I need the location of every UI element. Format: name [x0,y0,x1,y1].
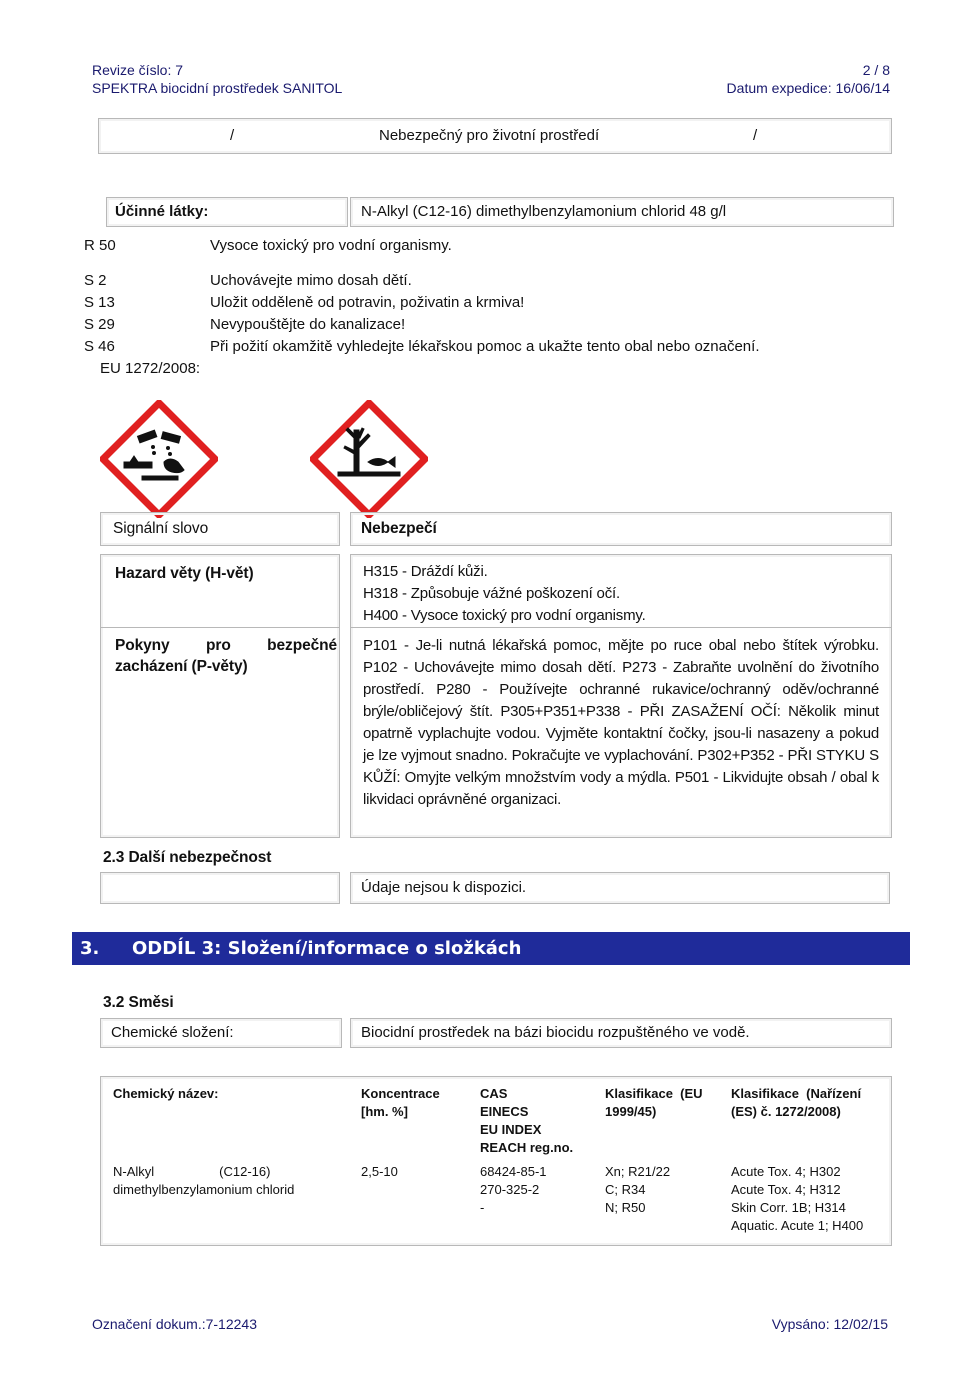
chem-label-box [100,1018,342,1048]
section-3-bar [72,932,910,965]
document-mark: Označení dokum.:7-12243 [92,1316,257,1332]
corrosion-pictogram [100,400,218,518]
phrase-code: S 29 [84,316,115,333]
phrase-code: S 13 [84,294,115,311]
table-header-clp-classification: Klasifikace (Nařízení (ES) č. 1272/2008) [731,1086,862,1119]
chem-value: Biocidní prostředek na bázi biocidu rozpuštěného ve vodě. [361,1024,750,1041]
phrase-text: Vysoce toxický pro vodní organismy. [210,237,452,254]
hazard-label: Hazard věty (H-vět) [115,565,254,582]
environment-pictogram [310,400,428,518]
table-row-concentration: 2,5-10 [361,1164,398,1179]
table-header-concentration: Koncentrace [hm. %] [361,1086,440,1119]
environment-hazard-text: Nebezpečný pro životní prostředí [379,127,600,144]
active-label: Účinné látky: [115,203,209,220]
product-name: SPEKTRA biocidní prostředek SANITOL [92,80,343,96]
precaution-label-line2: zacházení (P-věty) [115,658,248,675]
section-number: 3. [80,938,100,959]
phrase-text: Uchovávejte mimo dosah dětí. [210,272,412,289]
environment-box [98,118,892,154]
precaution-statements: P101 - Je-li nutná lékařská pomoc, mějte po ruce obal nebo štítek výrobku. P102 - Uchovávejte mimo dosah dětí. P273 - Zabraňte uvolnění do životního prostředí. P280 - Používejte ochranné rukavice/ochranný oděv/ochranné brýle/obličejový štít. P305+P351+P338 - PŘI ZASAŽENÍ OČÍ: Několik minut opatrně vyplachujte vodou. Vyjměte kontaktní čočky, jsou-li nasazeny a pokud je lze vyjmout snadno. Pokračujte ve vyplachování. P302+P352 - PŘI STYKU S KŮŽÍ: Omyjte velkým množstvím vody a mýdla. P501 - Likvidujte obsah / obal k likvidaci oprávněné organizaci. [363,637,879,808]
table-row-identifiers: 68424-85-1 270-325-2 - [480,1164,547,1215]
other-hazard-value-box [350,872,890,904]
phrase-text: Uložit odděleně od potravin, poživatin a krmiva! [210,294,525,311]
signal-value: Nebezpečí [361,520,437,537]
phrase-code: S 46 [84,338,115,355]
composition-table [100,1076,892,1246]
table-row-eu-classification: Xn; R21/22 C; R34 N; R50 [605,1164,671,1215]
active-value-box [350,197,894,227]
other-hazard-value: Údaje nejsou k dispozici. [361,879,527,896]
printed-date: Vypsáno: 12/02/15 [771,1316,888,1332]
phrase-text: Při požití okamžitě vyhledejte lékařskou pomoc a ukažte tento obal nebo označení. [210,338,760,355]
active-value: N-Alkyl (C12-16) dimethylbenzylamonium chlorid 48 g/l [361,203,727,220]
slash-right: / [753,127,758,144]
divider [101,627,339,628]
hazard-statement: H400 - Vysoce toxický pro vodní organismy. [363,607,646,624]
divider [351,627,891,628]
revision-number: Revize číslo: 7 [92,62,184,78]
hazard-statement: H318 - Způsobuje vážné poškození očí. [363,585,620,602]
mixtures-heading: 3.2 Směsi [103,994,174,1011]
other-hazard-label-box [100,872,340,904]
precaution-label-line1: Pokyny pro bezpečné [115,637,337,654]
page-number: 2 / 8 [862,62,890,78]
phrase-text: Nevypouštějte do kanalizace! [210,316,406,333]
issue-date: Datum expedice: 16/06/14 [726,80,890,96]
hazard-label-box [100,554,340,838]
signal-value-box [350,512,892,546]
table-header-name: Chemický název: [113,1086,219,1101]
table-row-clp-classification: Acute Tox. 4; H302 Acute Tox. 4; H312 Skin Corr. 1B; H314 Aquatic. Acute 1; H400 [731,1164,864,1233]
active-label-box [106,197,348,227]
eu-regulation-label: EU 1272/2008: [100,360,201,377]
table-header-eu-classification: Klasifikace (EU 1999/45) [605,1086,703,1119]
chem-value-box [350,1018,892,1048]
signal-label: Signální slovo [113,520,209,537]
phrase-code: S 2 [84,272,107,289]
table-header-identifiers: CAS EINECS EU INDEX REACH reg.no. [480,1086,574,1155]
chem-label: Chemické složení: [111,1024,234,1041]
table-row-name: N-Alkyl (C12-16) dimethylbenzylamonium chlorid [113,1164,295,1197]
section-title: ODDÍL 3: Složení/informace o složkách [132,938,522,959]
signal-label-box [100,512,340,546]
hazard-statement: H315 - Dráždí kůži. [363,563,488,580]
slash-left: / [230,127,235,144]
hazard-statements-box [350,554,892,838]
phrase-code: R 50 [84,237,116,254]
other-hazard-heading: 2.3 Další nebezpečnost [103,849,272,866]
